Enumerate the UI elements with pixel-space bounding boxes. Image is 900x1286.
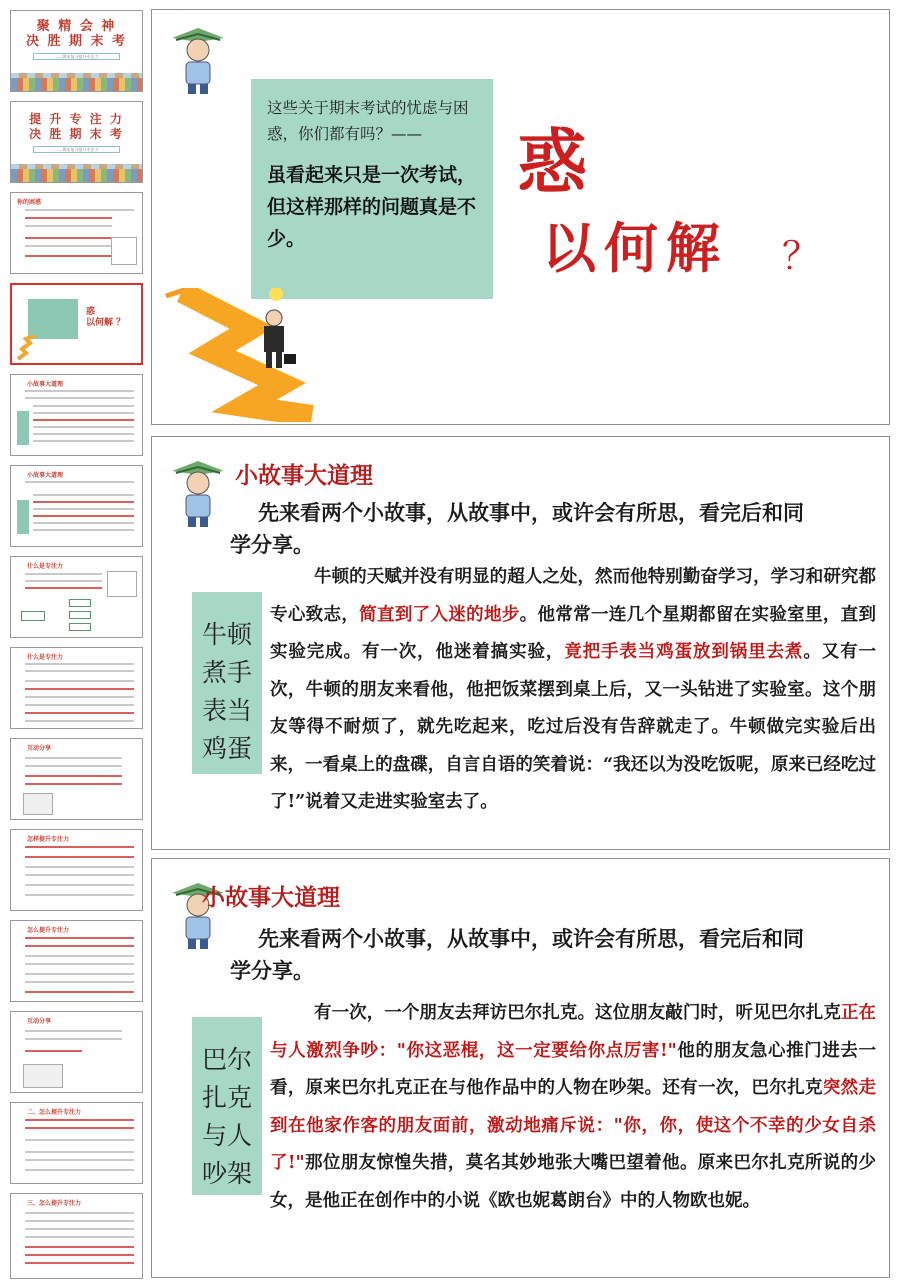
slide-thumbnail-1[interactable] — [10, 10, 143, 92]
slide-thumbnail-7[interactable] — [10, 556, 143, 638]
story-body — [270, 995, 876, 1220]
section-intro: 先来看两个小故事，从故事中，或许会有所思，看完后和同学分享。 — [230, 500, 804, 557]
books-illustration — [11, 169, 142, 182]
answer-text: 虽看起来只是一次考试，但这样那样的问题真是不少。 — [267, 164, 477, 250]
story-segment: 牛顿的天赋并没有明显的超人之处，然而他特别勤奋学习，学习和研究都专心致志， — [270, 567, 876, 625]
section-intro: 先来看两个小故事，从故事中，或许会有所思，看完后和同学分享。 — [230, 926, 804, 983]
question-card — [251, 79, 493, 299]
title-phrase: 以何解 — [542, 216, 728, 280]
story-highlight: 竟把手表当鸡蛋放到锅里去煮 — [564, 642, 804, 662]
story-segment: 有一次，一个朋友去拜访巴尔扎克。这位朋友敲门时，听见巴尔扎克 — [314, 1003, 841, 1023]
thumbnail-title: 小故事大道理 — [27, 381, 64, 388]
story-highlight: 突然走到在他家作客的朋友面前，激动地痛斥说："你，你，使这个不幸的少女自杀了!" — [270, 1078, 877, 1173]
slide-thumbnail-4-selected[interactable] — [10, 283, 143, 365]
thumbnail-title: 你的困惑 — [17, 199, 42, 206]
thumbnail-title: 惑 以何解 ？ — [86, 307, 126, 328]
slide-confusion — [151, 9, 890, 425]
story-tag: 牛顿 煮手 表当 鸡蛋 — [192, 592, 262, 774]
story-highlight: 简直到了入迷的地步 — [359, 604, 520, 625]
illustration — [23, 793, 53, 815]
illustration — [107, 571, 137, 597]
section-title: 小故事大道理 — [235, 462, 373, 489]
story-segment: 。他常常一连几个星期都留在实验室里，直到实验完成。有一次，他迷着搞实验， — [270, 604, 877, 662]
illustration — [23, 1064, 63, 1088]
title-question-mark: ？ — [782, 234, 821, 278]
illustration — [111, 237, 137, 265]
slide-thumbnail-13[interactable] — [10, 1102, 143, 1184]
slide-thumbnail-strip — [0, 0, 150, 1286]
story-segment: 他的朋友急心推门进去一看，原来巴尔扎克正在与他作品中的人物在吵架。还有一次，巴尔扎克 — [270, 1040, 877, 1098]
books-illustration — [11, 78, 142, 91]
thumbnail-title: 互动分享 — [27, 745, 52, 752]
stairs-climber-illustration — [162, 288, 352, 422]
slide-story-newton — [151, 436, 890, 850]
thumbnail-title: 二、怎么提升专注力 — [27, 1109, 82, 1116]
thumbnail-title: 聚 精 会 神 决 胜 期 末 考 — [25, 19, 128, 49]
slide-story-balzac — [151, 858, 890, 1278]
thumbnail-text-box — [28, 299, 78, 339]
thumbnail-title: 什么是专注力 — [27, 654, 64, 661]
slide-thumbnail-5[interactable] — [10, 374, 143, 456]
question-text: 这些关于期末考试的忧虑与困惑，你们都有吗？—— — [267, 99, 469, 143]
story-tag: 巴尔 扎克 与人 吵架 — [192, 1017, 262, 1195]
section-title: 小故事大道理 — [202, 884, 340, 911]
thumbnail-title: 三、怎么提升专注力 — [27, 1200, 82, 1207]
thumbnail-title: 互动分享 — [27, 1018, 52, 1025]
thumbnail-title: 小故事大道理 — [27, 472, 64, 479]
slide-thumbnail-2[interactable] — [10, 101, 143, 183]
slide-thumbnail-12[interactable] — [10, 1011, 143, 1093]
thumbnail-title: 怎样提升专注力 — [27, 836, 70, 843]
stairs-illustration — [16, 335, 46, 361]
story-segment: 那位朋友惊惶失措，莫名其妙地张大嘴巴望着他。原来巴尔扎克所说的少女，是他正在创作中的小说《欧也妮葛朗台》中的人物欧也妮。 — [270, 1153, 876, 1211]
slide-thumbnail-9[interactable] — [10, 738, 143, 820]
reading-boy-icon — [166, 453, 230, 531]
slide-thumbnail-11[interactable] — [10, 920, 143, 1002]
story-body — [270, 559, 876, 822]
slide-thumbnail-8[interactable] — [10, 647, 143, 729]
slide-thumbnail-14[interactable] — [10, 1193, 143, 1279]
thumbnail-title: 提 升 专 注 力 决 胜 期 末 考 — [29, 112, 124, 141]
thumbnail-title: 怎么提升专注力 — [27, 927, 70, 934]
title-char-huo: 惑 — [517, 120, 587, 203]
thumbnail-subtitle: ——期末复习提升专注力 — [33, 53, 120, 60]
slide-thumbnail-6[interactable] — [10, 465, 143, 547]
story-highlight: 正在与人激烈争吵："你这恶棍，这一定要给你点厉害!" — [270, 1003, 877, 1061]
thumbnail-title: 什么是专注力 — [27, 563, 64, 570]
thumbnail-subtitle: ——期末复习提升专注力 — [33, 146, 120, 153]
slide-thumbnail-10[interactable] — [10, 829, 143, 911]
reading-boy-icon — [166, 20, 230, 98]
story-segment: 。又有一次，牛顿的朋友来看他，他把饭菜摆到桌上后，又一头钻进了实验室。这个朋友等得不耐烦了，就先吃起来，吃过后没有告辞就走了。牛顿做完实验后出来，一看桌上的盘碟，自言自语的笑着说：“我还以为没吃饭呢，原来已经吃过了!”说着又走进实验室去了。 — [270, 642, 876, 812]
slide-thumbnail-3[interactable] — [10, 192, 143, 274]
